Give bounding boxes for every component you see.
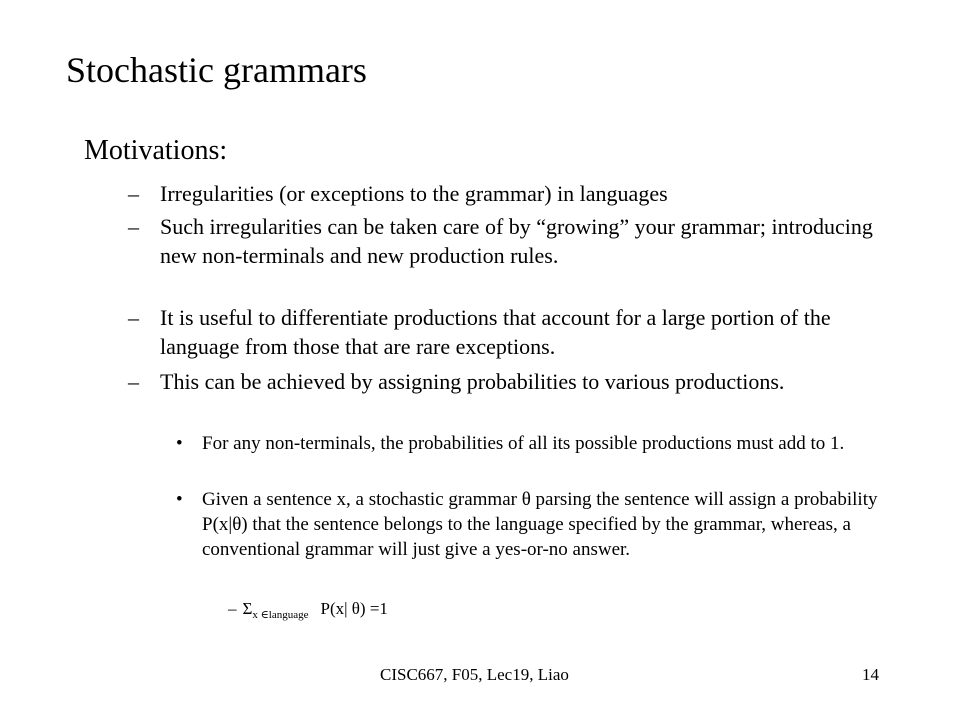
- list-item-text: This can be achieved by assigning probabilities to various productions.: [160, 369, 785, 394]
- footer-course-label: CISC667, F05, Lec19, Liao: [380, 665, 569, 684]
- dash-marker: –: [128, 181, 139, 206]
- dash-marker: –: [228, 599, 237, 618]
- sigma-symbol: Σ: [242, 599, 253, 618]
- list-item-growing-grammar: [128, 212, 888, 270]
- formula-expression: P(x| θ) =1: [320, 599, 388, 618]
- bullet-marker: •: [176, 433, 183, 454]
- bullet-marker: •: [176, 489, 183, 510]
- list-item-text: It is useful to differentiate productions that account for a large portion of the language from those that are rare exceptions.: [160, 305, 831, 359]
- list-item-differentiate-productions: [128, 303, 888, 361]
- dash-marker: –: [128, 305, 139, 330]
- page-number: 14: [862, 665, 879, 684]
- dash-marker: –: [128, 214, 139, 239]
- formula-subscript: x ∈language: [252, 609, 309, 621]
- bullet-item-text: Given a sentence x, a stochastic grammar θ parsing the sentence will assign a probability P(x|θ) that the sentence belongs to the language specified by the grammar, whereas, a conventional grammar will just give a yes-or-no answer.: [202, 489, 878, 560]
- probability-sum-formula: [228, 598, 388, 626]
- dash-marker: –: [128, 369, 139, 394]
- bullet-item-sum-to-one: [176, 431, 896, 456]
- slide-title: Stochastic grammars: [66, 50, 367, 90]
- list-item-irregularities: [128, 179, 888, 208]
- list-item-text: Such irregularities can be taken care of by “growing” your grammar; introducing new non-terminals and new production rules.: [160, 214, 873, 268]
- list-item-text: Irregularities (or exceptions to the grammar) in languages: [160, 181, 668, 206]
- list-item-assign-probabilities: [128, 367, 888, 396]
- bullet-item-text: For any non-terminals, the probabilities of all its possible productions must add to 1.: [202, 433, 845, 454]
- section-heading-motivations: Motivations:: [84, 135, 228, 166]
- bullet-item-stochastic-parsing: [176, 487, 896, 562]
